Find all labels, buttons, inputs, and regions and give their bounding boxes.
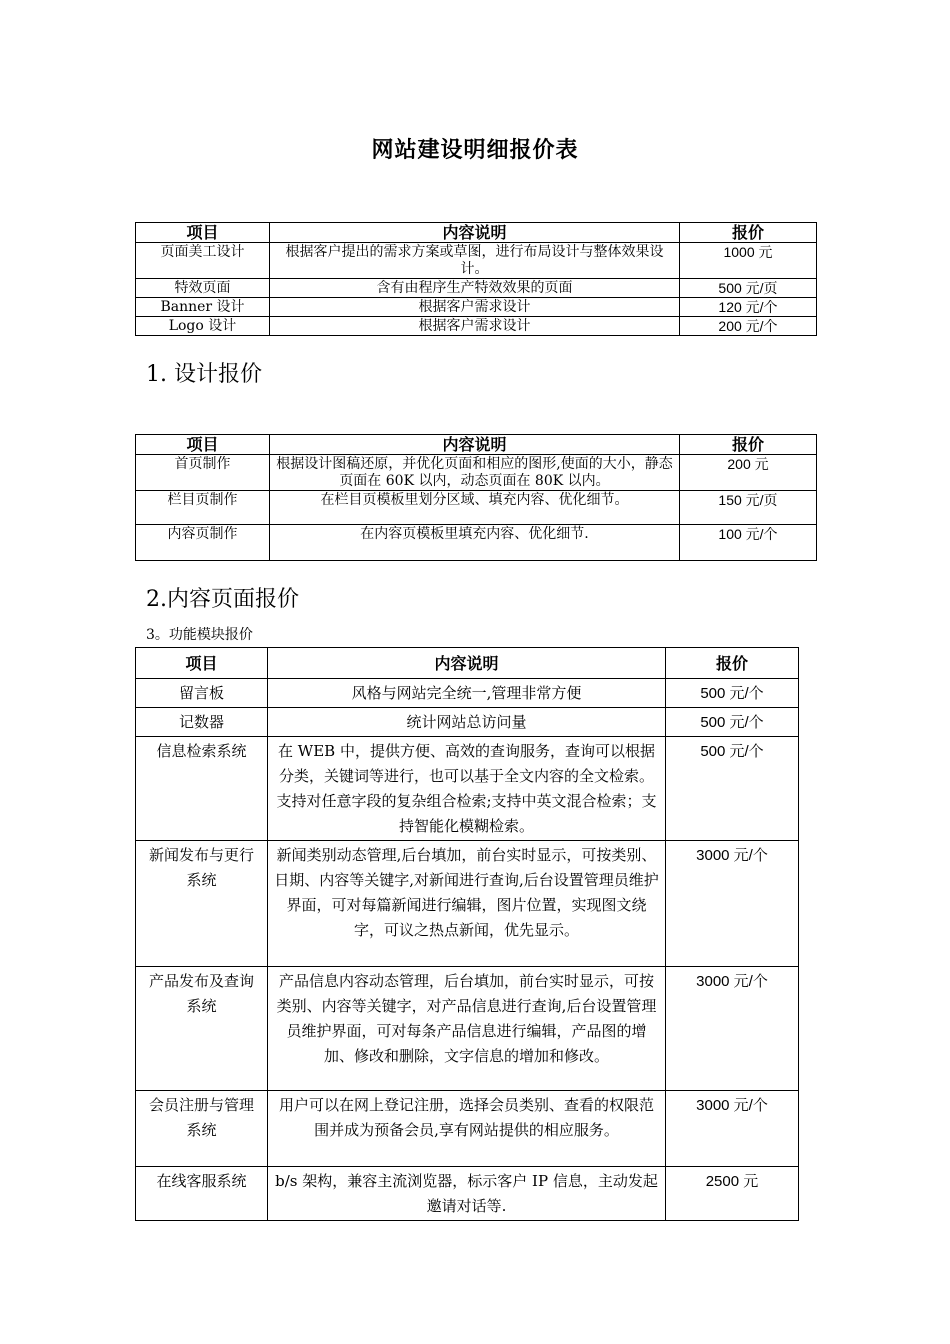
table-row	[136, 679, 799, 708]
row-item: 会员注册与管理系统	[136, 1091, 268, 1167]
row-item: Banner 设计	[136, 298, 270, 317]
header-item: 项目	[136, 223, 270, 243]
header-item: 项目	[136, 648, 268, 679]
row-item: 特效页面	[136, 279, 270, 298]
table-row	[136, 708, 799, 737]
header-desc: 内容说明	[270, 435, 680, 455]
table-row	[136, 243, 817, 279]
table-row	[136, 1167, 799, 1221]
row-item: 产品发布及查询系统	[136, 967, 268, 1091]
header-desc: 内容说明	[268, 648, 666, 679]
row-item: 信息检索系统	[136, 737, 268, 841]
table-row	[136, 967, 799, 1091]
row-desc: 风格与网站完全统一,管理非常方便	[268, 679, 666, 708]
row-desc: 在 WEB 中，提供方便、高效的查询服务，查询可以根据分类，关键词等进行，也可以基于全文内容的全文检索。支持对任意字段的复杂组合检索;支持中英文混合检索；支持智能化模糊检索。	[268, 737, 666, 841]
row-desc: 新闻类别动态管理,后台填加，前台实时显示，可按类别、日期、内容等关键字,对新闻进行查询,后台设置管理员维护界面，可对每篇新闻进行编辑，图片位置，实现图文绕字，可议之热点新闻，优先显示。	[268, 841, 666, 967]
row-item: 留言板	[136, 679, 268, 708]
row-desc: 在内容页模板里填充内容、优化细节.	[270, 525, 680, 561]
table-row	[136, 841, 799, 967]
row-item: 首页制作	[136, 455, 270, 491]
table-row	[136, 1091, 799, 1167]
table-header-row	[136, 223, 817, 243]
row-price: 500 元/页	[680, 279, 817, 298]
table-row	[136, 279, 817, 298]
row-desc: 根据设计图稿还原，并优化页面和相应的图形,使面的大小，静态页面在 60K 以内，动态页面在 80K 以内。	[270, 455, 680, 491]
table-row	[136, 525, 817, 561]
header-desc: 内容说明	[270, 223, 680, 243]
row-item: Logo 设计	[136, 317, 270, 336]
section-heading-1: 1. 设计报价	[146, 362, 262, 387]
page-price-table	[135, 434, 817, 561]
row-item: 内容页制作	[136, 525, 270, 561]
row-desc: 根据客户提出的需求方案或草图，进行布局设计与整体效果设计。	[270, 243, 680, 279]
row-desc: 根据客户需求设计	[270, 298, 680, 317]
section-heading-3: 3。功能模块报价	[146, 627, 253, 643]
section-heading-2: 2.内容页面报价	[146, 587, 299, 612]
row-item: 记数器	[136, 708, 268, 737]
row-price: 3000 元/个	[666, 841, 799, 967]
table-row	[136, 298, 817, 317]
row-price: 150 元/页	[680, 491, 817, 525]
row-price: 500 元/个	[666, 679, 799, 708]
document-title: 网站建设明细报价表	[371, 137, 579, 163]
design-price-table	[135, 222, 817, 336]
row-desc: 根据客户需求设计	[270, 317, 680, 336]
header-item: 项目	[136, 435, 270, 455]
row-price: 2500 元	[666, 1167, 799, 1221]
table-row	[136, 737, 799, 841]
row-desc: b/s 架构，兼容主流浏览器，标示客户 IP 信息，主动发起邀请对话等.	[268, 1167, 666, 1221]
row-price: 100 元/个	[680, 525, 817, 561]
table-row	[136, 455, 817, 491]
table-row	[136, 491, 817, 525]
row-item: 栏目页制作	[136, 491, 270, 525]
table-row	[136, 317, 817, 336]
row-desc: 统计网站总访问量	[268, 708, 666, 737]
row-price: 200 元/个	[680, 317, 817, 336]
row-price: 500 元/个	[666, 737, 799, 841]
row-price: 3000 元/个	[666, 967, 799, 1091]
row-item: 页面美工设计	[136, 243, 270, 279]
header-price: 报价	[680, 435, 817, 455]
header-price: 报价	[666, 648, 799, 679]
row-desc: 产品信息内容动态管理，后台填加，前台实时显示，可按类别、内容等关键字，对产品信息进行查询,后台设置管理员维护界面，可对每条产品信息进行编辑，产品图的增加、修改和删除，文字信息的增加和修改。	[268, 967, 666, 1091]
module-price-table	[135, 647, 799, 1221]
row-price: 1000 元	[680, 243, 817, 279]
table-header-row	[136, 435, 817, 455]
row-desc: 含有由程序生产特效效果的页面	[270, 279, 680, 298]
row-desc: 在栏目页模板里划分区域、填充内容、优化细节。	[270, 491, 680, 525]
row-desc: 用户可以在网上登记注册，选择会员类别、查看的权限范围并成为预备会员,享有网站提供的相应服务。	[268, 1091, 666, 1167]
header-price: 报价	[680, 223, 817, 243]
row-price: 3000 元/个	[666, 1091, 799, 1167]
row-price: 120 元/个	[680, 298, 817, 317]
row-item: 在线客服系统	[136, 1167, 268, 1221]
row-price: 500 元/个	[666, 708, 799, 737]
row-item: 新闻发布与更行系统	[136, 841, 268, 967]
table-header-row	[136, 648, 799, 679]
row-price: 200 元	[680, 455, 817, 491]
